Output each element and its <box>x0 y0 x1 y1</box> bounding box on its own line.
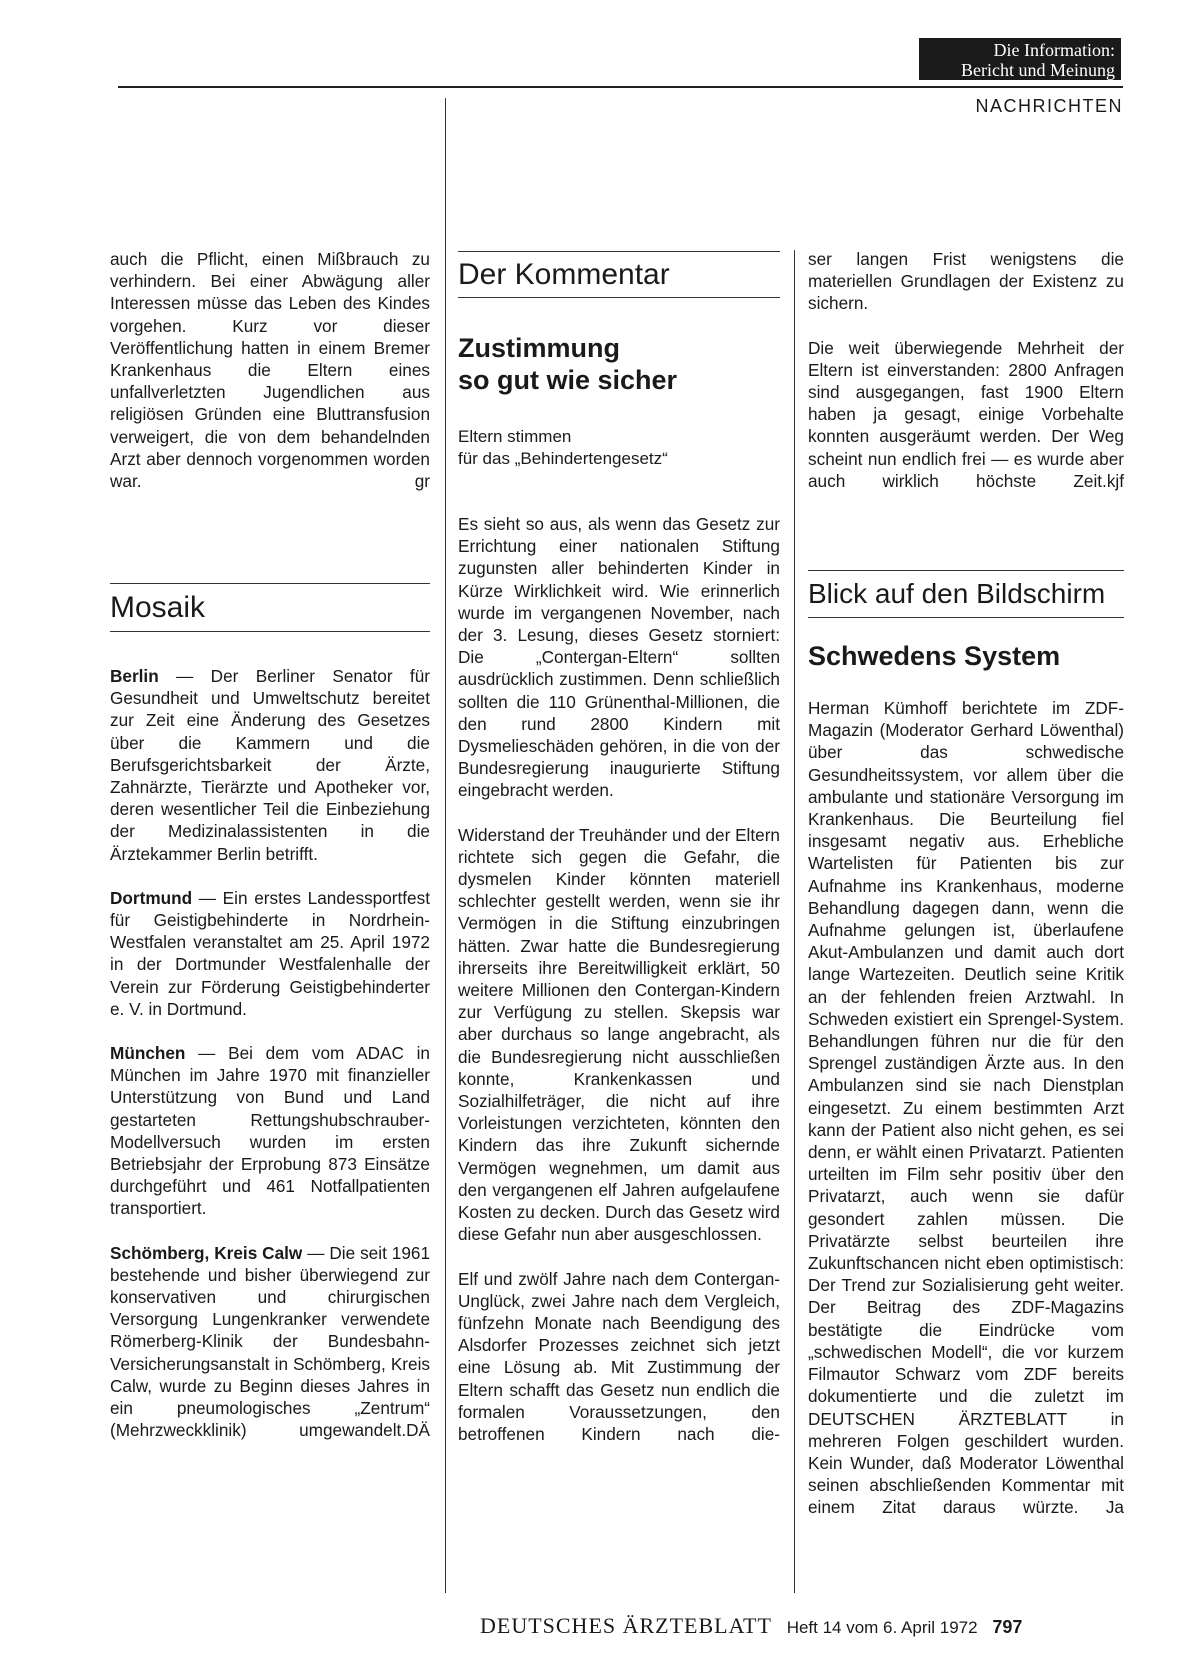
mosaik-heading: Mosaik <box>110 591 206 624</box>
column-divider-left <box>445 98 446 1593</box>
bildschirm-body <box>808 697 1124 1541</box>
kommentar-signature: kjf <box>1106 470 1124 491</box>
news-item-schoemberg: Schömberg, Kreis Calw — Die seit 1961 bestehende und bisher überwiegend zur konservativen und chirurgischen Versorgung Lungenkranker verwendete Römerberg-Klinik der Bundesbahn-Versicherungsanstalt in Schömberg, Kreis Calw, wurde zu Beginn dieses Jahres in ein pneumologisches „Zentrum“ (Mehrzweckklinik) umgewandelt. DÄ <box>110 1242 431 1441</box>
continued-paragraph-2: Die weit überwiegende Mehrheit der Eltern ist einverstanden: 2800 Anfragen sind ausgegangen, fast 1900 Eltern haben ja gesagt, einige Vorbehalte konnten ausgeräumt werden. Der Weg scheint nun endlich frei — es wurde aber auch wirklich höchste Zeit. kjf <box>808 337 1124 491</box>
page-footer <box>480 1613 1125 1641</box>
kommentar-headline <box>458 332 780 396</box>
column-1-continued <box>110 248 430 514</box>
kommentar-rule-top <box>458 251 780 252</box>
header-rule <box>118 86 1123 88</box>
mosaik-news-list <box>110 665 430 1464</box>
bildschirm-rule-top <box>808 570 1124 571</box>
column-3-continued <box>808 248 1124 514</box>
kommentar-paragraph-3: Elf und zwölf Jahre nach dem Contergan-Unglück, zwei Jahre nach dem Vergleich, fünfzehn Monate nach Beendigung des Alsdorfer Prozesses zeichnet sich jetzt eine Lösung ab. Mit Zustimmung der Eltern schafft das Gesetz nun endlich die formalen Voraussetzungen, den betroffenen Kindern nach die- <box>458 1268 780 1444</box>
news-item-dortmund: Dortmund — Ein erstes Landessportfest für Geistigbehinderte in Nordrhein-Westfalen veranstaltet am 25. April 1972 in der Dortmunder Westfalenhalle der Verein zur Förderung Geistigbehinderter e. V. in Dortmund. <box>110 887 430 1019</box>
news-signature: DÄ <box>406 1420 430 1441</box>
issue-info: Heft 14 vom 6. April 1972 <box>786 1618 978 1637</box>
badge-line-2: Bericht und Meinung <box>961 60 1115 80</box>
bildschirm-heading: Blick auf den Bildschirm <box>808 578 1106 609</box>
column-divider-right <box>794 250 795 1593</box>
masthead: DEUTSCHES ÄRZTEBLATT <box>480 1613 772 1638</box>
article-signature: gr <box>414 471 430 492</box>
news-place: Schömberg, Kreis Calw <box>110 1242 303 1263</box>
kommentar-heading: Der Kommentar <box>458 258 670 291</box>
news-place: Berlin <box>110 666 159 686</box>
bildschirm-headline: Schwedens System <box>808 641 1061 671</box>
kommentar-rule-bottom <box>458 297 780 298</box>
headline-line-1: Zustimmung <box>458 333 620 363</box>
bildschirm-rule-bottom <box>808 617 1124 618</box>
news-item-berlin: Berlin — Der Berliner Senator für Gesundheit und Umweltschutz bereitet zur Zeit eine Änderung des Gesetzes über die Kammern und die Berufsgerichtsbarkeit der Ärzte, Zahnärzte, Tierärzte und Apotheker vor, deren wesentlicher Teil die Einbeziehung der Medizinalassistenten in die Ärztekammer Berlin betrifft. <box>110 666 430 864</box>
badge-line-1: Die Information: <box>993 40 1115 60</box>
subhead-line-2: für das „Behindertengesetz“ <box>458 449 668 468</box>
bildschirm-paragraph: Herman Kümhoff berichtete im ZDF-Magazin (Moderator Gerhard Löwenthal) über das schwedische Gesundheitssystem, vor allem über die ambulante und stationäre Versorgung im Krankenhaus. Die Beurteilung fiel insgesamt negativ aus. Erhebliche Wartelisten für Patienten bis zur Aufnahme ins Krankenhaus, moderne Behandlung dagegen dann, wenn die Aufnahme gelungen ist, überlaufene Akut-Ambulanzen und damit auch dort lange Wartezeiten. Deutlich seine Kritik an der fehlenden freien Arztwahl. In Schweden existiert ein Sprengel-System. Behandlungen führen nur die für den Sprengel zuständigen Ärzte aus. In den Ambulanzen sind sie nach Dienstplan eingesetzt. Zu einem bestimmten Arzt kann der Patient also nicht gehen, es sei denn, er wählt einen Privatarzt. Patienten urteilten im Film sehr positiv über den Privatarzt, auch wenn sie dafür gesondert zahlen müssen. Die Privatärzte selbst beurteilen ihre Zukunftschancen nicht eben optimistisch: Der Trend zur Sozialisierung geht weiter. Der Beitrag des ZDF-Magazins bestätigte die Eindrücke vom „schwedischen Modell“, die vor kurzem Filmautor Schwarz vom ZDF bereits dokumentierte und die zuletzt im DEUTSCHEN ÄRZTEBLATT in mehreren Folgen geschildert wurden. Kein Wunder, daß Moderator Löwenthal seinen abschließenden Kommentar mit einem Zitat daraus würzte. Ja <box>808 698 1124 1518</box>
news-item-muenchen: München — Bei dem vom ADAC in München im Jahre 1970 mit finanzieller Unterstützung von Bund und Land gestarteten Rettungshubschrauber-Modellversuch wurden im ersten Betriebsjahr der Erprobung 873 Einsätze durchgeführt und 461 Notfallpatienten transportiert. <box>110 1043 430 1219</box>
subhead-line-1: Eltern stimmen <box>458 427 572 446</box>
continued-paragraph-1: ser langen Frist wenigstens die materiellen Grundlagen der Existenz zu sichern. <box>808 249 1124 314</box>
continued-article-text: auch die Pflicht, einen Mißbrauch zu verhindern. Bei einer Abwägung aller Interessen müsse das Leben des Kindes vorgehen. Kurz vor dieser Veröffentlichung hatten in einem Bremer Krankenhaus die Eltern eines unfallverletzten Jugendlichen aus religiösen Gründen eine Bluttransfusion verweigert, die von dem behandelnden Arzt aber dennoch vorgenommen worden war. gr <box>110 249 430 492</box>
kommentar-body <box>458 513 780 1467</box>
mosaik-rule-bottom <box>110 631 430 632</box>
headline-line-2: so gut wie sicher <box>458 365 678 395</box>
page-number: 797 <box>992 1617 1023 1637</box>
section-label: NACHRICHTEN <box>975 96 1123 116</box>
kommentar-subheading <box>458 426 780 470</box>
section-badge <box>919 38 1121 80</box>
kommentar-paragraph-2: Widerstand der Treuhänder und der Eltern richtete sich gegen die Gefahr, die dysmelen Kinder könnten materiell schlechter gestellt werden, wenn sie ihr Vermögen in die Stiftung einzubringen hätten. Zwar hatte die Bundesregierung ihrerseits ihre Bereitwilligkeit erklärt, 50 weitere Millionen den Contergan-Kindern zur Verfügung zu stellen. Skepsis war aber durchaus so lange angebracht, als die Bundesregierung nicht ausschließen konnte, Krankenkassen und Sozialhilfeträger, die nicht auf ihre Vorleistungen verzichteten, könnten den Kindern das ihre Zukunft sichernde Vermögen wegnehmen, um damit aus den vergangenen elf Jahren aufgelaufene Kosten zu decken. Durch das Gesetz wird diese Gefahr nun aber ausgeschlossen. <box>458 824 780 1245</box>
news-place: Dortmund <box>110 887 193 908</box>
kommentar-paragraph-1: Es sieht so aus, als wenn das Gesetz zur Errichtung einer nationalen Stiftung zugunsten aller behinderten Kinder in Kürze Wirklichkeit wird. Wie erinnerlich wurde im vergangenen November, nach der 3. Lesung, dieses Gesetz storniert: Die „Contergan-Eltern“ sollten ausdrücklich zustimmen. Denn schließlich sollten die 110 Grünenthal-Millionen, die den rund 2800 Kindern mit Dysmelieschäden gehören, in die von der Bundesregierung inaugurierte Stiftung eingebracht werden. <box>458 514 780 801</box>
mosaik-rule-top <box>110 583 430 584</box>
news-place: München <box>110 1043 186 1064</box>
